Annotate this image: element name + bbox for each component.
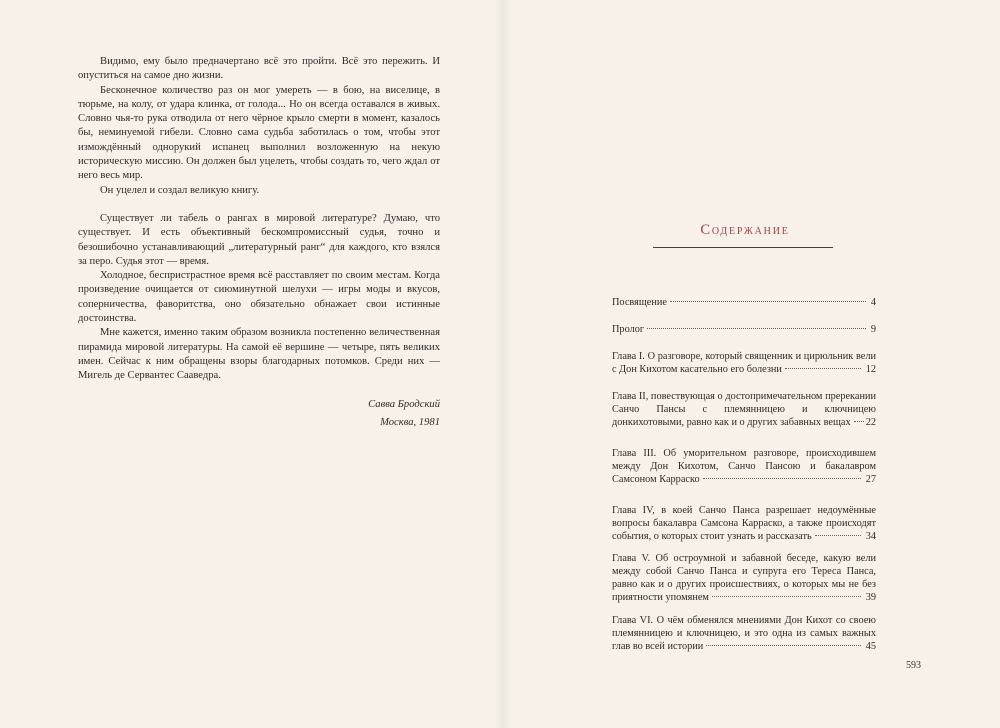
toc-entry[interactable] [612,296,876,309]
toc-entry-page: 12 [865,364,876,376]
toc-entry-title: Глава V. Об остроумной и забавной беседе, какую вели между собой Санчо Панса и супруга его Тереса Панса, равно как и о других происшествиях, о которых мы не без приятности упомянем [612,553,876,604]
signature-place: Москва, 1981 [380,416,440,428]
toc-entry[interactable] [612,504,876,543]
toc-entry-title: Посвящение [612,297,667,308]
toc-entry-page: 45 [865,641,876,653]
toc-entry[interactable] [612,323,876,336]
paragraph: Видимо, ему было предначертано всё это пройти. Всё это пережить. И опуститься на самое дно жизни. [78,56,440,82]
toc-entry[interactable] [612,350,876,376]
toc-entry-page: 34 [865,531,876,543]
paragraph: Он уцелел и создал великую книгу. [100,184,260,196]
toc-dot-leader [670,301,866,302]
toc-entry[interactable] [612,390,876,429]
toc-entry-title: Глава IV, в коей Санчо Панса разрешает недоумённые вопросы бакалавра Самсона Карраско, а также происходят события, о которых стоит узнать и рассказать [612,505,876,543]
toc-heading: Содержание [700,222,790,238]
toc-entry-page: 27 [865,474,876,486]
toc-divider [653,247,833,248]
toc-entry-page: 9 [870,324,876,335]
page-number: 593 [906,660,921,671]
toc-entry[interactable] [612,614,876,653]
toc-entry[interactable] [612,552,876,604]
toc-dot-leader [712,596,861,597]
signature-name: Савва Бродский [368,398,440,410]
toc-entry-title: Глава VI. О чём обменялся мнениями Дон Кихот со своею племянницею и ключницею, и это одна из самых важных глав во всей истории [612,615,876,653]
toc-dot-leader [785,368,861,369]
toc-dot-leader [703,478,861,479]
toc-entry-title: Пролог [612,324,645,335]
toc-dot-leader [647,328,866,329]
toc-entry-page: 4 [870,297,876,308]
signature-block [78,396,440,432]
toc-dot-leader [706,645,860,646]
paragraph: Холодное, беспристрастное время всё расставляет по своим местам. Когда произведение очищается от сиюминутной шелухи — игры моды и вкусов, соперничества, фаворитства, оно обязательно обнажает свои истинные достоинства. [78,270,440,325]
paragraph: Существует ли табель о рангах в мировой литературе? Думаю, что существует. И есть объективный бескомпромиссный судья, точно и безошибочно устанавливающий „литературный ранг“ для каждого, кто взялся за перо. Судья этот — время. [78,212,440,267]
toc-dot-leader [815,535,861,536]
paragraph-gap [78,198,440,212]
toc-entry[interactable] [612,447,876,486]
toc-entry-title: Глава III. Об уморительном разговоре, происходившем между Дон Кихотом, Санчо Пансою и бакалавром Самсоном Карраско [612,448,876,486]
left-page-text [78,55,440,432]
toc-entry-title: Глава I. О разговоре, который священник и цирюльник вели с Дон Кихотом касательно его болезни [612,351,876,376]
paragraph: Бесконечное количество раз он мог умереть — в бою, на виселице, в тюрьме, на колу, от удара клинка, от голода... Но он всегда оставался в живых. Словно чья-то рука отводила от него чёрное крыло смерти в момент, казалось бы, неминуемой гибели. Словно сама судьба заботилась о том, чтобы этот измождённый однорукий испанец выполнил возложенную на некую историческую миссию. Он должен был уцелеть, чтобы создать то, чего ждал от него весь мир. [78,84,440,182]
paragraph: Мне кажется, именно таким образом возникла постепенно величественная пирамида мировой литературы. На самой её вершине — четыре, пять великих имен. Сейчас к ним обращены взоры благодарных потомков. Среди них — Мигель де Сервантес Сааведра. [78,327,440,382]
toc-entry-page: 22 [865,417,876,429]
book-gutter [496,0,510,728]
toc-entry-page: 39 [865,592,876,604]
toc-dot-leader [854,421,864,422]
toc-entry-title: Глава II, повествующая о достопримечательном пререкании Санчо Пансы с племянницею и ключницею донкихотовыми, равно как и о других забавных вещах [612,391,876,429]
